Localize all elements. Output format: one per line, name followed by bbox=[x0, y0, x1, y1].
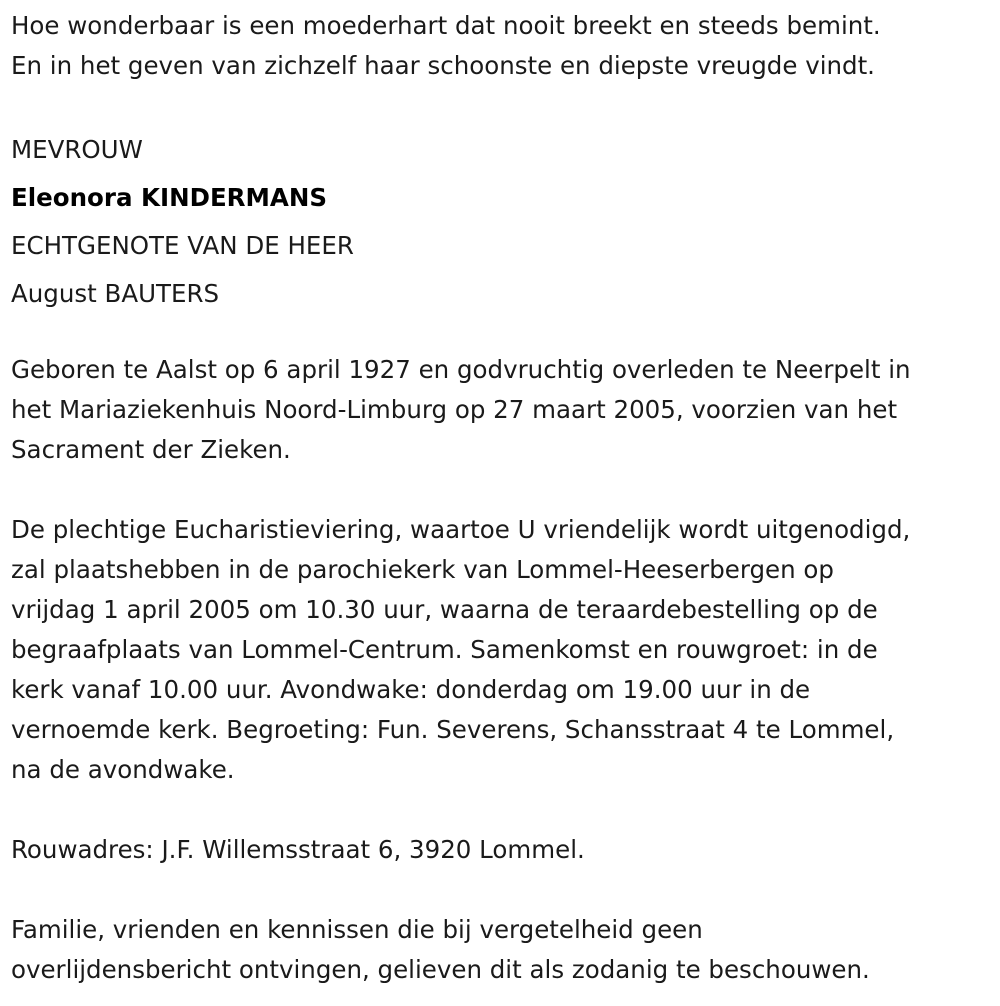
deceased-title: MEVROUW bbox=[11, 135, 143, 164]
text-line: Sacrament der Zieken. bbox=[11, 435, 291, 464]
text-line: zal plaatshebben in de parochiekerk van Lommel-Heeserbergen op bbox=[11, 555, 834, 584]
address-paragraph bbox=[11, 830, 1000, 870]
text-line: kerk vanaf 10.00 uur. Avondwake: donderdag om 19.00 uur in de bbox=[11, 675, 811, 704]
text-line: vernoemde kerk. Begroeting: Fun. Severens, Schansstraat 4 te Lommel, bbox=[11, 715, 895, 744]
poem-line: En in het geven van zichzelf haar schoonste en diepste vreugde vindt. bbox=[11, 51, 875, 80]
ceremony-paragraph bbox=[11, 510, 1000, 790]
text-line: het Mariaziekenhuis Noord-Limburg op 27 maart 2005, voorzien van het bbox=[11, 395, 898, 424]
text-line: overlijdensbericht ontvingen, gelieven dit als zodanig te beschouwen. bbox=[11, 955, 870, 984]
spouse-name: August BAUTERS bbox=[11, 279, 220, 308]
text-line: Familie, vrienden en kennissen die bij vergetelheid geen bbox=[11, 915, 703, 944]
text-line: vrijdag 1 april 2005 om 10.30 uur, waarna de teraardebestelling op de bbox=[11, 595, 878, 624]
text-line: Geboren te Aalst op 6 april 1927 en godvruchtig overleden te Neerpelt in bbox=[11, 355, 911, 384]
deceased-name: Eleonora KINDERMANS bbox=[11, 183, 328, 212]
birth-death-paragraph bbox=[11, 350, 1000, 470]
text-line: De plechtige Eucharistieviering, waartoe U vriendelijk wordt uitgenodigd, bbox=[11, 515, 911, 544]
poem-line: Hoe wonderbaar is een moederhart dat nooit breekt en steeds bemint. bbox=[11, 11, 881, 40]
text-line: begraafplaats van Lommel-Centrum. Samenkomst en rouwgroet: in de bbox=[11, 635, 878, 664]
deceased-relation: ECHTGENOTE VAN DE HEER bbox=[11, 231, 354, 260]
deceased-block bbox=[11, 126, 1000, 318]
text-line: na de avondwake. bbox=[11, 755, 235, 784]
notice-paragraph bbox=[11, 910, 1000, 990]
poem-paragraph bbox=[11, 6, 1000, 86]
mourning-address: Rouwadres: J.F. Willemsstraat 6, 3920 Lommel. bbox=[11, 835, 585, 864]
